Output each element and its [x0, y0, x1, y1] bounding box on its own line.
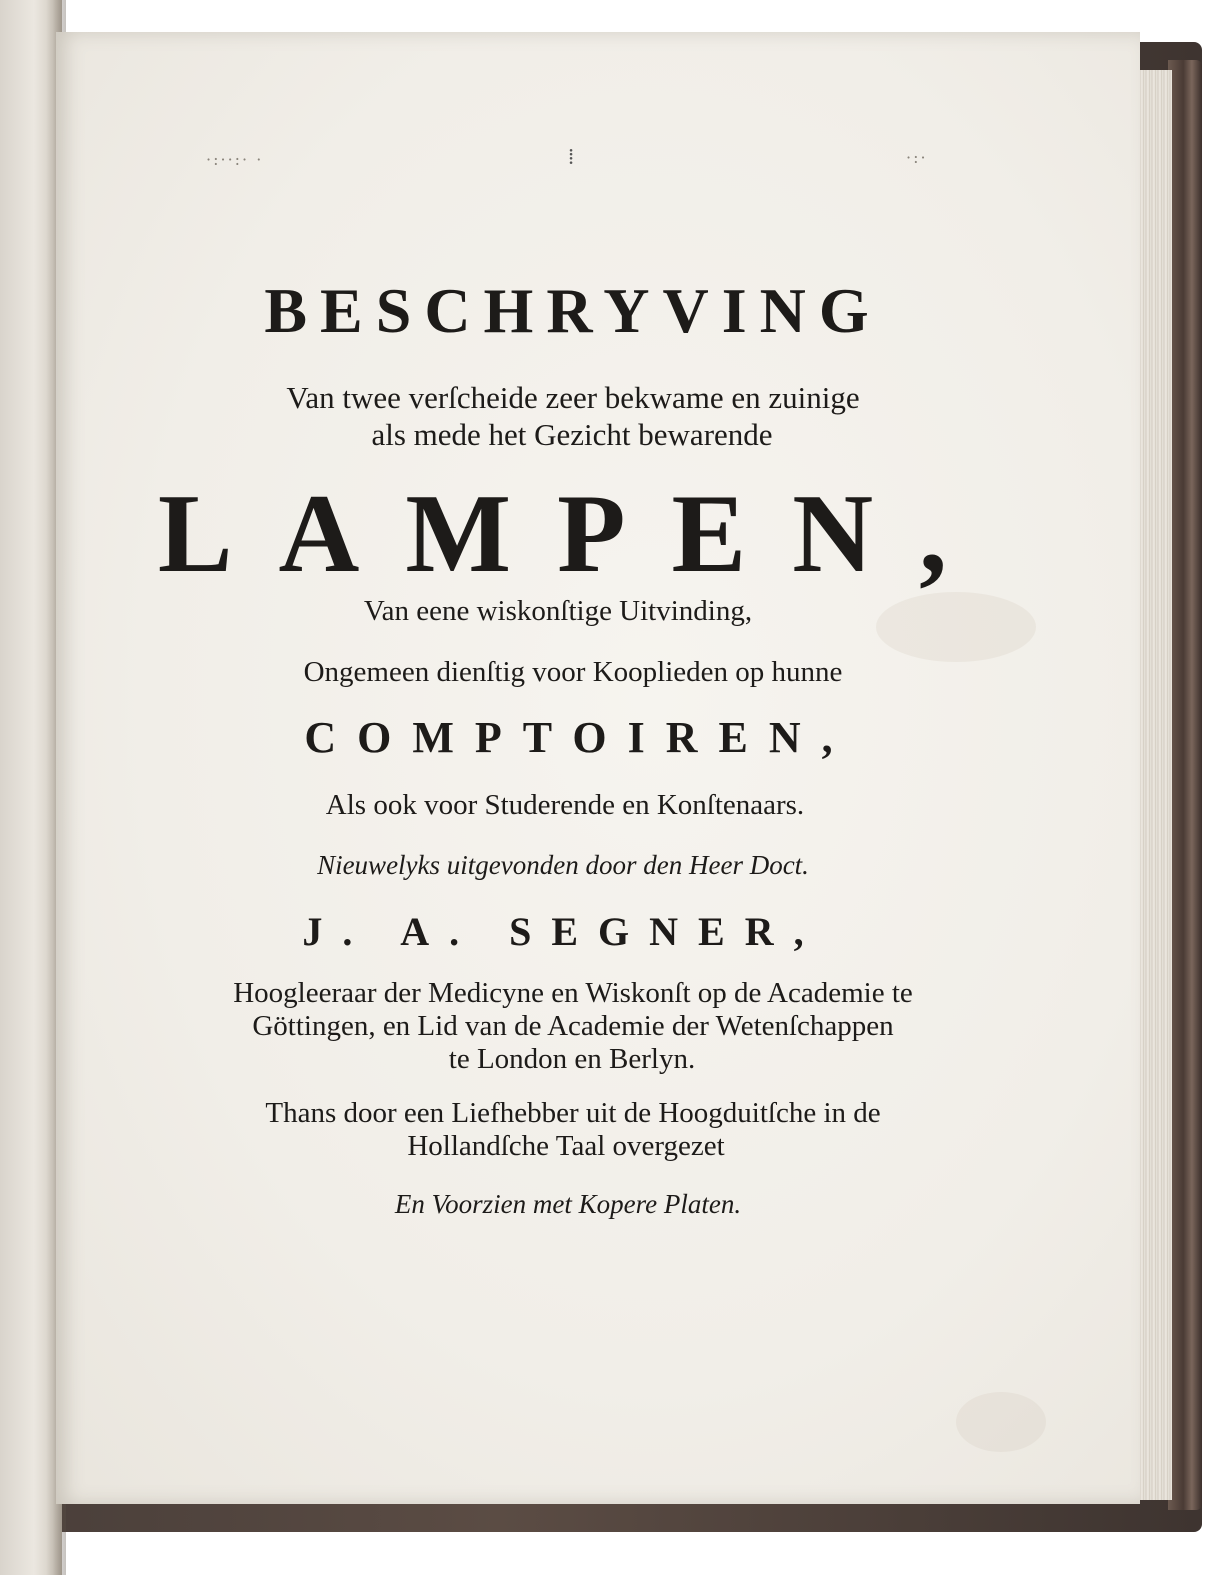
- translation-line-1: Thans door een Liefhebber uit de Hoogduitſche in de: [265, 1097, 881, 1129]
- page-title: BESCHRYVING: [264, 275, 882, 346]
- ink-speck: ⁞: [568, 145, 577, 170]
- heading-comptoiren: COMPTOIREN,: [304, 713, 854, 762]
- invented-by-line: Nieuwelyks uitgevonden door den Heer Doct.: [317, 850, 809, 880]
- ink-speck: ·:··:· ·: [206, 150, 264, 169]
- plates-line: En Voorzien met Kopere Platen.: [394, 1189, 742, 1219]
- author-name: J. A. SEGNER,: [302, 909, 824, 954]
- subtitle-line-2: als mede het Gezicht bewarende: [371, 417, 773, 452]
- affiliation-line-3: te London en Berlyn.: [448, 1043, 696, 1075]
- subtitle-line-1: Van twee verſcheide zeer bekwame en zuinige: [286, 380, 860, 415]
- ink-speck: ·:·: [906, 148, 928, 167]
- affiliation-line-1: Hoogleeraar der Medicyne en Wiskonſt op de Academie te: [233, 977, 913, 1009]
- description-line-1: Van eene wiskonſtige Uitvinding,: [363, 595, 753, 627]
- translation-line-2: Hollandſche Taal overgezet: [407, 1130, 725, 1162]
- description-line-3: Als ook voor Studerende en Konſtenaars.: [325, 789, 805, 821]
- title-page: [56, 32, 1140, 1504]
- page-block-edges: [1138, 70, 1172, 1500]
- book-spine-edge: [1168, 60, 1202, 1510]
- description-line-2: Ongemeen dienſtig voor Kooplieden op hunne: [303, 656, 843, 688]
- main-word-lampen: LAMPEN,: [157, 472, 994, 596]
- show-through-marks: [206, 145, 946, 180]
- affiliation-line-2: Göttingen, en Lid van de Academie der Wetenſchappen: [252, 1010, 894, 1042]
- paper-stain: [956, 1392, 1046, 1452]
